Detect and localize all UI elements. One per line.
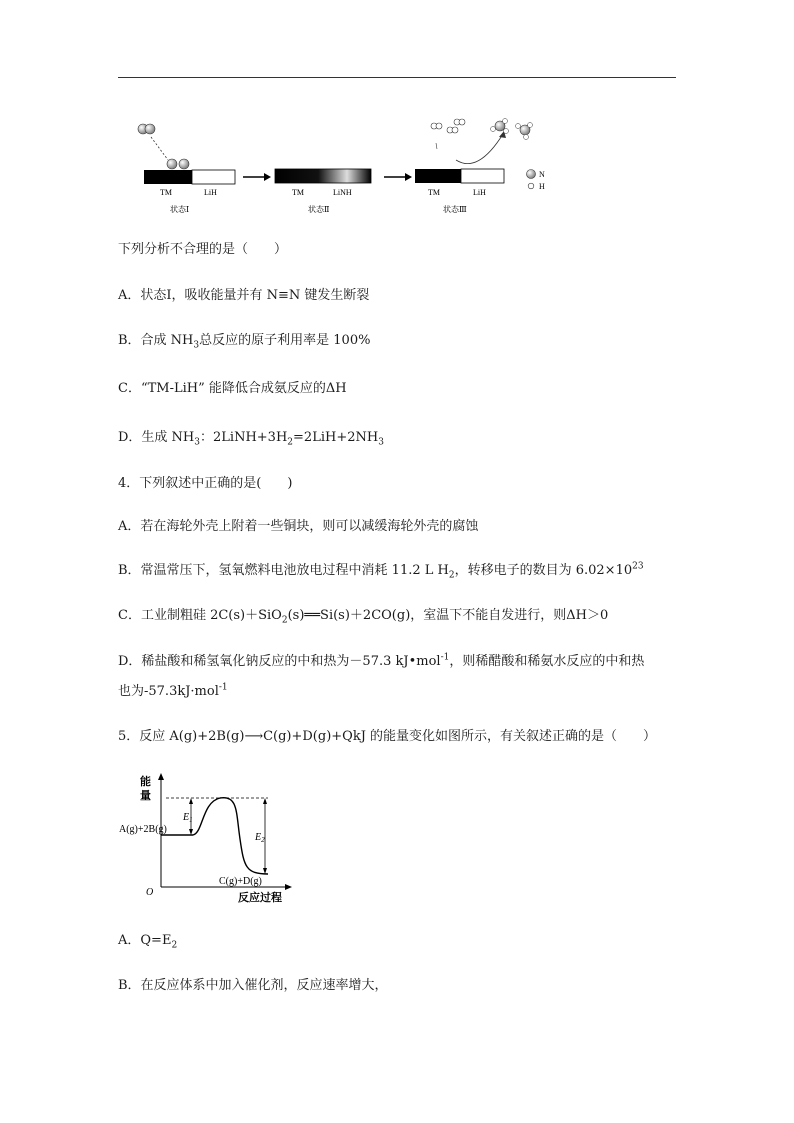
q3-option-d: D．生成 $NH_3$：$2LiNH+3H_2=2LiH+2NH_3$ <box>118 430 384 448</box>
energy-curve <box>161 798 268 874</box>
q4-option-c: C．工业制粗硅 2C(s)＋SiO$_2$(s)══Si(s)＋2CO(g)，室温下不能自发进行，则ΔH＞0 <box>118 608 609 626</box>
y-axis-label-1: 能 <box>140 776 151 788</box>
nh3-molecule-h <box>524 135 529 140</box>
lih-label: LiH <box>473 188 486 197</box>
e1-label: $E_1$ <box>183 812 193 824</box>
tm-lih-state-diagram <box>118 112 578 227</box>
state-3-label: 状态Ⅲ <box>443 205 467 214</box>
legend <box>527 170 546 192</box>
q4-option-d-line2: 也为-57.3kJ·mol$^{-1}$ <box>118 682 228 699</box>
q3-option-b: B．合成 $NH_3$总反应的原子利用率是 100% <box>118 333 371 351</box>
q4-stem: 4．下列叙述中正确的是( ) <box>118 476 293 491</box>
legend-h-icon <box>528 183 534 189</box>
q4-option-d-line1: D．稀盐酸和稀氢氧化钠反应的中和热为－57.3 kJ•mol$^{-1}$，则稀醋酸和稀氨水反应的中和热 <box>118 652 645 669</box>
h2-molecule-atom <box>452 127 458 133</box>
nh3-molecule-h <box>491 127 496 132</box>
reactants-label: A(g)+2B(g) <box>119 824 167 835</box>
tick-mark <box>436 143 437 149</box>
state-3 <box>415 119 533 215</box>
linh-label: LiNH <box>333 188 352 197</box>
y-axis-arrow <box>158 773 164 780</box>
state-2-label: 状态Ⅱ <box>308 205 330 214</box>
q3-stem: 下列分析不合理的是（ ） <box>118 242 288 257</box>
y-axis-label-2: 量 <box>140 790 151 802</box>
release-arrow <box>456 134 503 164</box>
tm-linh-block <box>275 169 371 183</box>
nh3-molecule-h <box>504 129 509 134</box>
tm-label: TM <box>160 188 172 197</box>
n2-molecule-atom <box>145 124 155 134</box>
lih-label: LiH <box>204 188 217 197</box>
q5-option-b: B．在反应体系中加入催化剂，反应速率增大， <box>118 978 388 993</box>
products-label: C(g)+D(g) <box>219 876 262 887</box>
x-axis-label: 反应过程 <box>238 892 282 904</box>
tm-block <box>415 169 461 183</box>
energy-profile-diagram <box>118 767 298 907</box>
header-rule <box>118 77 676 78</box>
arrow-1 <box>243 173 271 181</box>
q4-option-a: A．若在海轮外壳上附着一些铜块，则可以减缓海轮外壳的腐蚀 <box>118 519 479 534</box>
arrow-2 <box>384 173 412 181</box>
origin-label: O <box>146 887 154 898</box>
nh3-molecule-h <box>503 119 508 124</box>
legend-n-icon <box>527 170 536 179</box>
legend-h-label: H <box>539 182 545 191</box>
state-1 <box>138 124 235 214</box>
q5-option-a: A．$Q=E_2$ <box>118 933 178 951</box>
e2-label: $E_2$ <box>255 832 265 844</box>
legend-n-label: N <box>539 170 545 179</box>
adsorption-arrow <box>151 137 168 160</box>
lih-block <box>192 170 235 184</box>
tm-label: TM <box>292 188 304 197</box>
state-2 <box>275 169 371 214</box>
q3-option-c: C．“TM-LiH” 能降低合成氨反应的ΔH <box>118 381 347 396</box>
nh3-molecule-h <box>516 124 521 129</box>
tm-label: TM <box>428 188 440 197</box>
n-atom <box>167 159 177 169</box>
h2-molecule-atom <box>436 123 442 129</box>
n-atom <box>179 159 189 169</box>
q5-stem: 5．反应 A(g)+2B(g)⟶C(g)+D(g)+QkJ 的能量变化如图所示，有关叙述正确的是（ ） <box>118 729 657 744</box>
tm-block <box>144 170 192 184</box>
lih-block <box>461 169 504 183</box>
state-1-label: 状态Ⅰ <box>170 205 190 214</box>
nh3-molecule-h <box>528 123 533 128</box>
h2-molecule-atom <box>459 119 465 125</box>
q3-option-a: A．状态Ⅰ，吸收能量并有 N≡N 键发生断裂 <box>118 288 370 303</box>
q4-option-b: B．常温常压下，氢氧燃料电池放电过程中消耗 11.2 L $H_2$，转移电子的数目为 $6.02\times 10^{23}$ <box>118 561 644 581</box>
x-axis-arrow <box>285 884 292 890</box>
